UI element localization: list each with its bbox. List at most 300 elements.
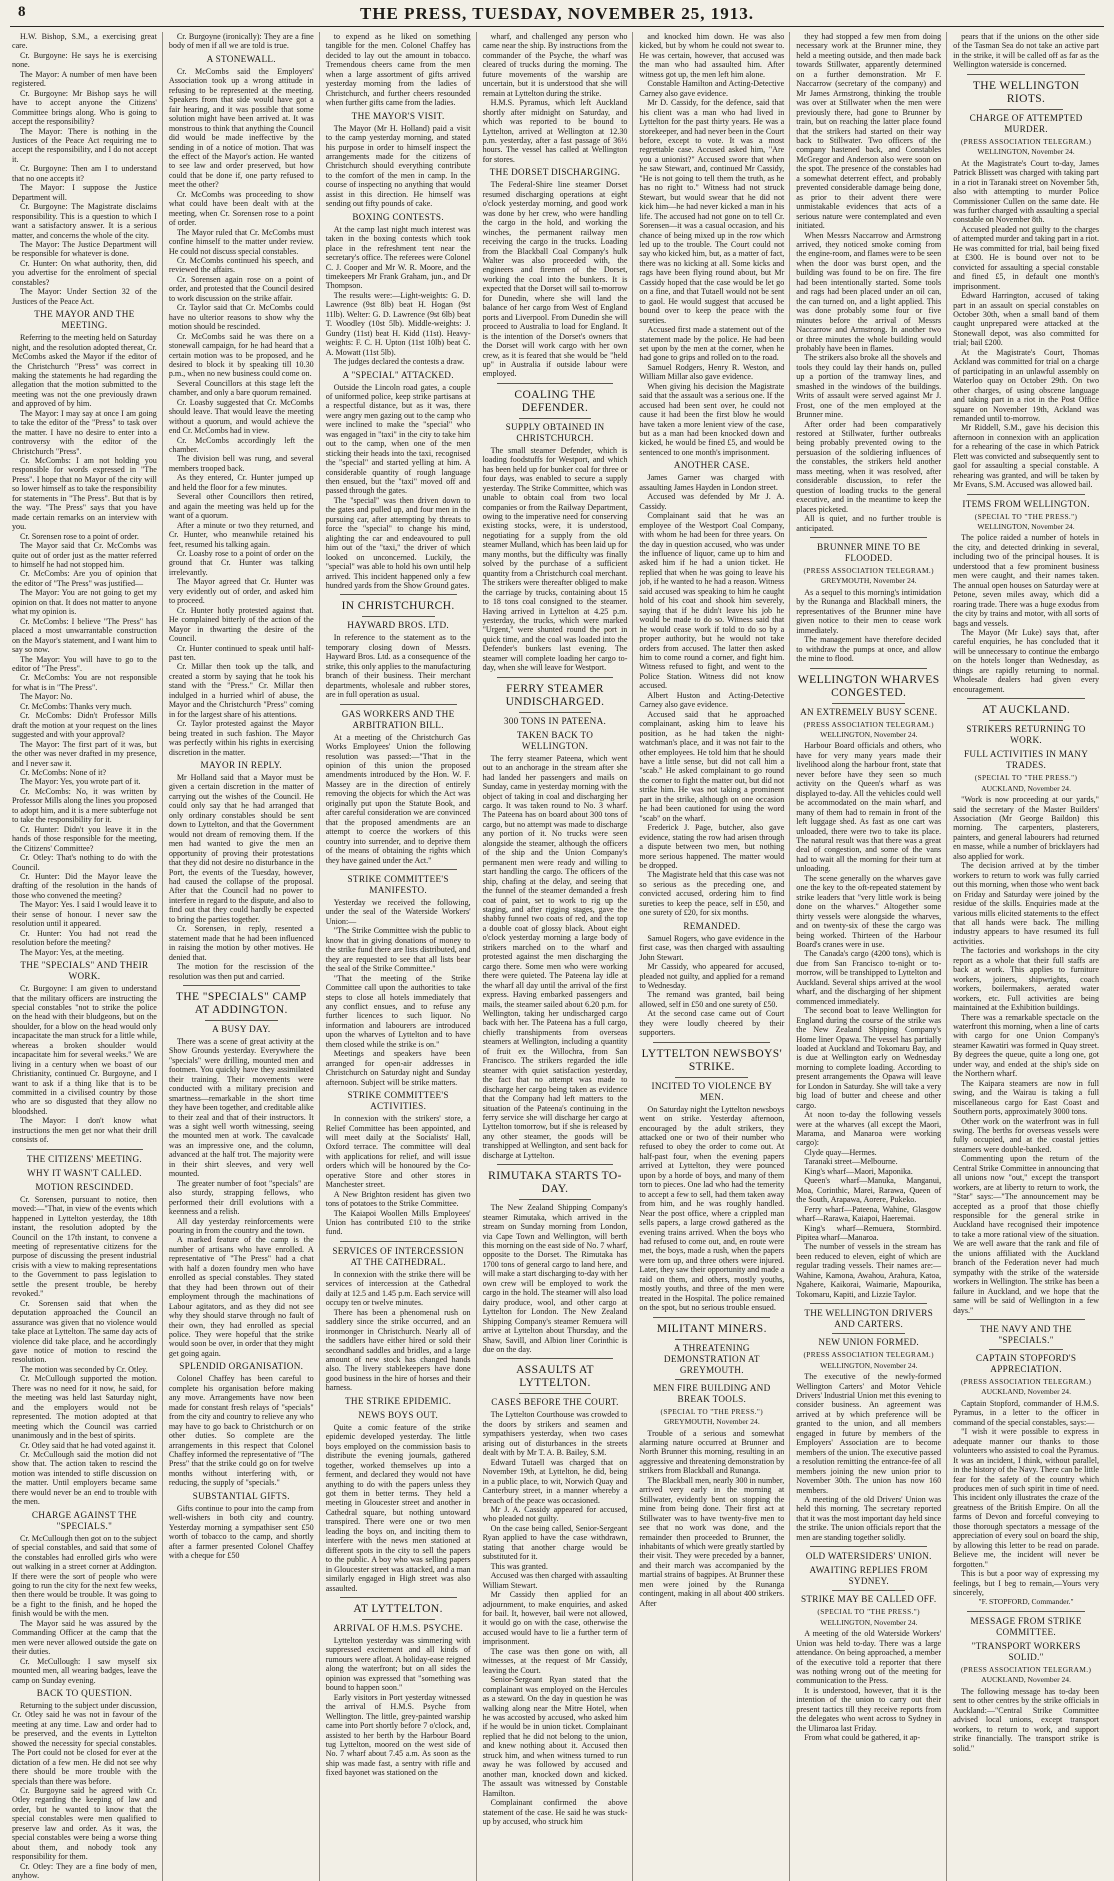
- paragraph: Accused pleaded not guilty to the charges of attempted murder and taking part in a riot. He was committed for trial, bail being fixed at £300. He is bound over not to be convicted for assaulting a special constable and fined £5, in default one month's imprisonment.: [953, 224, 1100, 291]
- column-rule: [653, 1042, 770, 1043]
- subheading: INCITED TO VIOLENCE BY MEN.: [651, 1080, 773, 1102]
- paragraph: Cr. Loasby suggested that Cr. McCombs should leave. That would leave the meeting without a quorum, and would achieve the end Cr. McCombs had in view.: [168, 397, 314, 436]
- paragraph: The Magistrate held that this case was not so serious as the preceding one, and convicted accused, ordering him to find sureties to keep the peace, self in £50, and one surety of £20, for six months.: [639, 870, 785, 918]
- column-rule: [989, 1349, 1063, 1350]
- column-rule: [362, 1619, 435, 1620]
- column-rule: [340, 594, 457, 595]
- subheading: STRIKE COMMITTEE'S MANIFESTO.: [347, 873, 449, 895]
- paragraph: Cr. Hunter hotly protested against that. He complained bitterly of the action of the Mayor in thwarting the desire of the Council.: [168, 605, 314, 644]
- headline: LYTTELTON NEWSBOYS' STRIKE.: [641, 1047, 783, 1073]
- page-number: 8: [18, 4, 26, 20]
- paragraph: The Mayor: Yes. I said I would leave it to their sense of honour. I never saw the resolution until it appeared.: [12, 900, 157, 929]
- paragraph: Returning to the subject under discussion, Cr. Otley said he was not in favour of the meeting at any time. Law and order had to be preserved, and the events in Lyttelton showed the necessity for special constables. The Port could not be closed for ever at the dictation of a few men. He did not see why there should be more trouble with the specials than there was before.: [12, 1700, 157, 1786]
- paragraph: The executive of the newly-formed Wellington Carters' and Motor Vehicle Drivers' Industrial Union met this evening to consider business. An agreement was arrived at by which preference will be granted to the union, and all members engaged in future by members of the Employers' Association are to become members of the union. The executive passed a resolution remitting the entrance-fee of all members joining the new union prior to November 30th. The union has now 160 members.: [796, 1372, 942, 1495]
- paragraph: The Mayor: You are not going to get my opinion on that. It does not matter to anyone what my opinion is.: [12, 588, 157, 617]
- paragraph: The strikers also broke all the shovels and tools they could lay their hands on, pulled up a portion of the tramway lines, and smashed in the windows of the buildings. Writs of assault were served against Mr J. Frost, one of the men employed at the Brunner mine.: [796, 353, 942, 420]
- columns-container: [12, 32, 1104, 1881]
- subheading: MESSAGE FROM STRIKE COMMITTEE.: [970, 1615, 1082, 1637]
- paragraph: King's wharf—Remuera, Stormbird. Pipitea wharf—Manaroa.: [796, 1223, 942, 1243]
- column-rule: [497, 677, 614, 678]
- paragraph: Several Councillors at this stage left the chamber, and only a bare quorum remained.: [168, 378, 314, 398]
- paragraph: Mr J. A. Cassidy appeared for accused, who pleaded not guilty.: [482, 1505, 628, 1524]
- paragraph: to expend as he liked on something tangible for the men. Colonel Chaffey has decided to lay out the amount in tobacco. Tremendous cheers came from the men when a large assortment of gifts arrived yesterday morning from the ladies of Christchurch, and further cheers resounded when further gifts came from the ladies.: [325, 32, 471, 108]
- paragraph: Cr. Hunter: Didn't you leave it in the hands of those responsible for the meeting, the Citizens' Committee?: [12, 824, 157, 853]
- column-rule: [810, 668, 927, 669]
- paragraph: The Mayor (Mr H. Holland) paid a visit to the camp yesterday morning, and stated his purpose in order to himself inspect the arrangements made for the citizens of Christchurch should everything contribute to the comfort of the men in camp. In the course of inspecting no anything that would assist in this direction. He himself was sending out fifty pounds of cake.: [325, 123, 471, 209]
- subheading: THE MAYOR'S VISIT.: [351, 110, 445, 121]
- paragraph: Cr. McCombs said he was there on a stonewall campaign, for he had heard that a certain motion was to be proposed, and he desired to block it by speaking till 10.30 p.m., when no new business could come on.: [168, 331, 314, 379]
- subheading: CHARGE AGAINST THE "SPECIALS.": [31, 1509, 137, 1531]
- column-rule: [967, 74, 1085, 75]
- dateline: WELLINGTON, November 24.: [977, 522, 1075, 532]
- paragraph: Mr Holland said that a Mayor must be given a certain discretion in the matter of carrying out the wishes of the Council. He could only say that he had arranged that only ordinary constables should be sent down to Lyttelton, and that the Government would not dream of removing them. If the men had wanted to give the men an opportunity of proving their protestations that they did not desire no disturbance in the Port, the events of the Tuesday, however, had caused the collapse of the proposal. After that the Council had no power to interfere in regard to the dispute, and also to find out that they could hardly be expected to bring the parties together.: [168, 772, 314, 924]
- paragraph: Cr. Hunter continued to speak until half-past ten.: [168, 643, 314, 662]
- paragraph: Cr. Sorensen said that when the deputation approached the Council an assurance was given that no violence would take place at Lyttelton. The same day acts of violence did take place, and he accordingly gave notice of motion to rescind the resolution.: [12, 1298, 157, 1365]
- paragraph: Gifts continue to pour into the camp from well-wishers in both city and country. Yesterday morning a sympathiser sent £50 worth of tobacco to the camp, and shortly after a farmer presented Colonel Chaffey with a cheque for £50: [168, 1503, 314, 1561]
- paragraph: they had stopped a few men from doing necessary work at the Brunner mine, they held a meeting outside, and then made back towards Stillwater, apparently determined on a further demonstration. Mr F. Naccarrow (secretary of the company) and Mr James Armstrong, thinking the trouble was over at Stillwater when the men were previously there, had gone to Brunner by train, but on reaching the latter place found that the strikers had started on their way back to Stillwater. Two officers of the company hastened back, and Constables McGregor and Anderson also were soon on the spot. The presence of the constables had a somewhat deterrent effect, and probably prevented considerable damage being done, as prior to their advent there were unmistakable evidences that acts of a serious nature were contemplated and even initiated.: [796, 32, 942, 231]
- paragraph: Cr. Otley: They are a fine body of men, anyhow.: [12, 1861, 157, 1881]
- subheading: THE "SPECIALS" AND THEIR WORK.: [20, 960, 149, 982]
- subheading: THE WELLINGTON DRIVERS AND CARTERS.: [804, 1308, 934, 1330]
- column-rule: [989, 109, 1063, 110]
- paragraph: Taranaki street—Melbourne.: [804, 1157, 898, 1167]
- headline: THE WELLINGTON RIOTS.: [972, 79, 1080, 105]
- credit-line: (PRESS ASSOCIATION TELEGRAM.): [803, 1350, 934, 1360]
- subheading: NEWS BOYS OUT.: [358, 1409, 439, 1420]
- column-5: [639, 32, 790, 1881]
- paragraph: At the Magistrate's Court to-day, James Patrick Blissett was charged with taking part in a riot in Taranaki street on November 5th, also with attempting to murder Police Commissioner Cullen on the same date. He was further charged with assaulting a special constable on November 8th.: [953, 158, 1099, 225]
- paragraph: Mr Riddell, S.M., gave his decision this afternoon in connexion with an application for a rehearing of the case in which Patrick Flett was convicted and subsequently sent to gaol for assaulting a special constable. A rehearing was granted, and will be taken by Mr Evans, S.M. Accused was allowed bail.: [953, 423, 1099, 490]
- paragraph: "The Strike Committee wish the public to know that in giving donations of money to the strike fund there are lists distributed, and they are requested to see that all lists bear the seal of the Strike Committee.": [325, 926, 471, 974]
- paragraph: Yesterday we received the following, under the seal of the Waterside Workers' Union:—: [325, 897, 471, 926]
- column-6: [796, 32, 947, 1881]
- paragraph: At noon to-day the following vessels were at the wharves (all except the Maori, Marama, and Manaroa were working cargo):: [796, 1110, 942, 1148]
- paragraph: In connexion with the strikers' store, a Relief Committee has been appointed, and will meet daily at the Socialists' Hall, Oxford terrace. The committee will deal with applications for relief, and will issue orders which will be honoured by the Co-operative Store and other stores in Manchester street.: [325, 1114, 471, 1190]
- paragraph: Cr. Burgoyne: The Magistrate disclaims responsibility. This is a question to which I want a satisfactory answer. It is a serious matter, and concerns the whole of the city.: [12, 202, 157, 240]
- paragraph: The management have therefore decided to withdraw the pumps at once, and allow the mine to flood.: [796, 635, 942, 664]
- paragraph: There was a scene of great activity at the Show Grounds yesterday. Everywhere the "specials" were drilling, mounted men and footmen. You quickly have they assimilated their training. Their movements were conducted with a military precision and smartness—remarkable in the short time they have been together, and creditable alike to their zeal and that of their instructors. It was a sight well worth witnessing, seeing the mounted men at work. The cavalcade was an impressive one, and the column, advanced at the half trot. The majority were in their shirt sleeves, and very well mounted.: [168, 1036, 314, 1179]
- headline: AT AUCKLAND.: [981, 704, 1071, 717]
- paragraph: Mr Cassidy then applied for an adjournment, to make enquiries, and asked for bail. It, however, bail were not allowed, it would go on with the case, otherwise the accused would have to lie a further term of imprisonment.: [482, 1590, 628, 1647]
- paragraph: Cr. McCombs: You are not responsible for what is in "The Press".: [12, 673, 157, 692]
- paragraph: Constable Hamilton and Acting-Detective Carney also gave evidence.: [639, 79, 785, 98]
- paragraph: There has been a phenomenal rush on saddlery since the strike occurred, and an ironmonger in Christchurch. Nearly all of the saddlers have either hired or sold their secondhand saddles and bridles, and a large amount of new stock has changed hands also. The livery stablekeepers have done good business in the hire of horses and their harness.: [325, 1307, 471, 1393]
- column-rule: [967, 1611, 1085, 1612]
- subheading: THE CITIZENS' MEETING.: [26, 1153, 142, 1164]
- paragraph: Cr. McCombs accordingly left the chamber.: [168, 435, 314, 455]
- subheading: BOXING CONTESTS.: [352, 211, 444, 222]
- dateline: AUCKLAND, November 24.: [981, 783, 1071, 793]
- column-rule: [340, 1597, 457, 1598]
- subheading: SUBSTANTIAL GIFTS.: [192, 1490, 290, 1501]
- column-rule: [675, 1339, 748, 1340]
- column-rule: [675, 1379, 748, 1380]
- paragraph: At a meeting of the Christchurch Gas Works Employees' Union the following resolution was passed:—"That in the opinion of this union the proposed amendments introduced by the Hon. W. F. Massey are in the direction of entirely removing the objects for which the Act was originally put upon the Statute Book, and after careful consideration we are convinced that the proposed amendments are an attempt to coerce the workers of this country into surrender, and to deprive them of the means of obtaining the rights which they have gained under the Act.": [325, 732, 471, 865]
- headline: THE "SPECIALS" CAMP AT ADDINGTON.: [175, 990, 307, 1016]
- column-7: [953, 32, 1104, 1881]
- column-rule: [519, 712, 592, 713]
- dateline: "F. STOPFORD, Commander.": [978, 1597, 1074, 1607]
- subheading: "TRANSPORT WORKERS SOLID.": [971, 1640, 1081, 1662]
- subheading: NEW UNION FORMED.: [818, 1337, 920, 1348]
- subheading: CAPTAIN STOPFORD'S APPRECIATION.: [975, 1353, 1077, 1375]
- paragraph: A marked feature of the camp is the number of artisans who have enrolled. A representative of "The Press" had a chat with half a dozen foundry men who have enrolled as special constables. They stated that they had been thrown out of their employment through the machinations of Labour agitators, and as they did not see why they should starve through no fault of their own, they had enrolled as special police. They were hopeful that the strike would soon be over, in order that they might get going again.: [168, 1235, 314, 1358]
- subheading: STRIKE MAY BE CALLED OFF.: [800, 1594, 937, 1605]
- paragraph: Mr Cassidy, who appeared for accused, pleaded not guilty, and applied for a remand to Wednesday.: [639, 962, 785, 990]
- headline: ASSAULTS AT LYTTELTON.: [516, 1364, 594, 1390]
- paragraph: This was granted.: [490, 1561, 548, 1571]
- paragraph: In connexion with the strike there will be services of intercession at the Cathedral daily at 12.5 and 1.45 p.m. Each service will occupy ten or twelve minutes.: [325, 1269, 471, 1308]
- headline: WELLINGTON WHARVES CONGESTED.: [797, 673, 940, 699]
- paragraph: On Saturday night the Lyttelton newsboys went on strike. Yesterday afternoon, encouraged by the adult strikers, they attacked one or two of their number who refused to obey the order to come out. At half-past four, when the evening papers arrived at Lyttelton, they were pounced upon by a horde of boys, and many of them torn to pieces. One lad who had the temerity to accept a few to sell, had them taken away from him, and he was roughly handled. Near the post office, where a crippled man sells papers, a large crowd gathered as the evening trains arrived. When the boys who had refused to come out, and, en route were met, the boys, made a rush, when the papers were torn up, and three others were injured. Later, they saw their opportunity and made a raid on them, and others, mostly youths, mostly youths, and three of the men were treated in the Hospital. The police remained on the spot, but no serious trouble ensued.: [639, 1104, 785, 1313]
- paragraph: The Mayor (Mr Luke) says that, after careful enquiries, he has concluded that it will be unnecessary to continue the embargo on the hotels longer than Wednesday, as things are rapidly returning to normal. Wholesale dealers had given every encouragement.: [953, 628, 1099, 694]
- paragraph: wharf, and challenged any person who came near the ship. By instructions from the commander of the Psyche, the wharf was cleared of trucks during the morning. The future movements of the warship are uncertain, but it is understood that she will remain at Lyttelton during the strike.: [482, 32, 628, 98]
- column-rule: [989, 720, 1063, 721]
- column-rule: [26, 1149, 143, 1150]
- paragraph: The Lyttelton Courthouse was crowded to the doors by strikers and seamen and sympathisers yesterday, when two cases arising out of disturbances in the streets dealt with by Mr T. A. B. Bailey, S.M.: [482, 1410, 628, 1458]
- paragraph: The case was then gone on with, all witnesses, at the request of Mr Cassidy, leaving the Court.: [482, 1646, 628, 1675]
- subheading: OLD WATERSIDERS' UNION.: [805, 1551, 932, 1562]
- paragraph: The division bell was rung, and several members trooped back.: [168, 454, 314, 473]
- paragraph: The Canada's cargo (4200 tons), which is due from San Francisco to-night or to-morrow, will be transhipped to Lyttelton and Auckland. Several ships arrived at the wool wharf, and the discharging of her shipment commenced immediately.: [796, 949, 942, 1006]
- paragraph: The second boat to leave Wellington for England during the course of the strike was the New Zealand Shipping Company's Home liner Opawa. The vessel has partially loaded at Auckland and Tokomaru Bay, and is due at Wellington early on Wednesday morning to complete loading. According to present arrangements the Opawa will leave for London in Saturday. She will take a very big load of butter and cheese and other cargo.: [796, 1006, 942, 1110]
- subheading: REMANDED.: [683, 920, 741, 931]
- paragraph: The Mayor: I suppose the Justice Department will.: [12, 183, 157, 202]
- paragraph: The Blackball men, nearly 300 in number, arrived very early in the morning at Stillwater, evidently bent on stopping the mine from being done. Their first act at Stillwater was to have twenty-five men to see that no work was done, and the remainder then proceeded to Brunner, the inhabitants of which were greatly startled by their visit. They were preceded by a banner, and their march was accompanied by the martial strains of bagpipes. At Brunner these men were joined by the Runanga contingent, making in all about 400 strikers. After: [639, 1475, 785, 1608]
- subheading: CASES BEFORE THE COURT.: [491, 1397, 619, 1408]
- paragraph: The following message has to-day been sent to other centres by the strike officials in Auckland:—"Central Strike Committee advised local unions, except transport workers, to return to work, and support strike financially. The transport strike is solid.": [953, 1686, 1099, 1753]
- paragraph: Senior-Sergeant Ryan stated that the complainant was employed on the Hercules as a steward. On the day in question he was walking along near the Mitre Hotel, when he was accosted by accused, who asked him if he would be in union ticket. Complainant replied that he did not belong to the union, and knew nothing about it. Accused then struck him, and when witness turned to run away he was followed by accused and another man, knocked down and kicked. The assault was witnessed by Constable Hamilton.: [482, 1675, 628, 1798]
- paragraph: Complainant said that he was an employee of the Westport Coal Company, with whom he had been for three years. On the day in question accused, who was under the influence of liquor, came up to him and asked him if he had a union ticket. He replied that when he was going to leave his job, if he wanted to he had a reason. Witness said accused was speaking to him he caught hold of his coat and shook him severely, saying that if he didn't leave his job he would be made to do so. Witness said that he would cease work if told to do so by a proper authority, but he would not take orders from accused. The latter then asked him to come round a corner, and fight him. Witness refused to fight, and went to the Police Station. Witness did not know accused.: [639, 511, 785, 691]
- paragraph: The Mayor: I may say at once I am going to take the editor of the "Press" to task over the matter. I have no desire to enter into a controversy with the editor of the Christchurch "Press".: [12, 408, 157, 456]
- paragraph: Edward Harrington, accused of taking part in an assault on special constables on October 30th, when a small band of them caught unprepared were attacked at the Stonewall depot, was also committed for trial; bail £200.: [953, 291, 1099, 348]
- column-rule: [362, 616, 435, 617]
- paragraph: The Mayor: The first part of it was, but the other was never drafted in my presence, and I never saw it.: [12, 739, 157, 768]
- column-rule: [967, 698, 1085, 699]
- paragraph: H.W. Bishop, S.M., a exercising great care.: [12, 32, 157, 51]
- paragraph: Quite a comic feature of the strike epidemic developed yesterday. The little boys employed on the commission basis to distribute the evening journals, gathered together, worked themselves up into a ferment, and declared they would not have anything to do with the papers unless they got them in better terms. They held a meeting in Gloucester street and another in Cathedral square, but nothing untoward transpired. There were one or two men leading the boys on, and inciting them to interfere with the news men stationed at different spots in the city to sell the papers to the public. A boy who was selling papers in Gloucester street was attacked, and a man similarly engaged in High street was also assaulted.: [325, 1422, 471, 1593]
- paragraph: The Mayor said that Cr. McCombs was quite out of order just as the matter referred to himself he had not stopped him.: [12, 541, 157, 570]
- paragraph: A New Brighton resident has given two tons of potatoes to the Strike Committee.: [325, 1189, 471, 1209]
- paragraph: Samuel Rogers, who gave evidence in the first case, was then charged with assaulting John Stewart.: [639, 933, 785, 962]
- paragraph: "That the meeting of the Strike Committee call upon the authorities to take steps to close all hotels immediately that any conflict ensues, and to refuse any further licences to such liquor. No information and labourers are introduced upon the wharves of Lyttelton and to have them closed while the strike is on.": [325, 973, 471, 1049]
- column-rule: [340, 869, 457, 870]
- paragraph: Ferry wharf—Pateena, Wahine, Glasgow wharf—Rarawa, Kaiapoi, Haeremai.: [796, 1204, 942, 1224]
- masthead-title: THE PRESS, TUESDAY, NOVEMBER 25, 1913.: [360, 4, 754, 23]
- subheading: CHARGE OF ATTEMPTED MURDER.: [969, 112, 1083, 134]
- paragraph: Cr. McCombs continued his speech, and reviewed the affairs.: [168, 255, 314, 275]
- paragraph: Cr. Hunter: On what authority, then, did you advertise for the enrolment of special constables?: [12, 258, 157, 287]
- paragraph: The Mayor: A number of men have been registered.: [12, 69, 157, 89]
- paragraph: Edward Tutaell was charged that on November 19th, at Lyttelton, he did, being in a public place, to wit, Norwich Quay and Canterbury street, in a manner whereby a breach of the peace was occasioned.: [482, 1457, 628, 1505]
- paragraph: Early visitors in Port yesterday witnessed the arrival of H.M.S. Psyche from Wellington. The little, grey-painted warship came into Port shortly before 7 o'clock, and, assisted to her berth by the Harbour Board tug Lyttelton, moored on the west side of No. 7 wharf about 7.45 a.m. As soon as the ship was made fast, a sentry with rifle and fixed bayonet was stationed on the: [325, 1692, 471, 1778]
- paragraph: Cr. Taylor protested against the Mayor being treated in such fashion. The Mayor was perfectly within his rights in exercising discretion in the matter.: [168, 719, 314, 757]
- credit-line: (PRESS ASSOCIATION TELEGRAM.): [960, 136, 1092, 146]
- subheading: SERVICES OF INTERCESSION AT THE CATHEDRAL.: [332, 1245, 464, 1267]
- paragraph: Accused first made a statement out of the statement made by the police. He had been set upon by the men at the corner, when he had gone to grips and rolled on to the road.: [639, 325, 785, 363]
- headline: MILITANT MINERS.: [656, 1322, 767, 1335]
- subheading: MEN FIRE BUILDING AND BREAK TOOLS.: [653, 1382, 771, 1404]
- paragraph: In reference to the statement as to the temporary closing down of Messrs. Hayward Bros. Ltd. as a consequence of the strike, this only applies to the manufacturing branch of their business. Their merchant departments, wholesale and rubber stores, are in full operation as usual.: [325, 633, 471, 700]
- paragraph: Cr. McCombs: I am not holding you responsible for words expressed in "The Press". I hope that no Mayor of the city will so lower himself as to take the responsibility for statements in "The Press". But that is by the way. "The Press" says that you have made certain remarks on an interview with you.: [12, 456, 157, 532]
- paragraph: The Mayor: No.: [20, 692, 73, 702]
- paragraph: At the Magistrate's Court, Thomas Ackland was committed for trial on a charge of participating in an unlawful assembly on Waterloo quay on October 29th. On two other charges, of using obscene language and taking part in a riot in the Post Office square on November 19th, Ackland was remanded until to-morrow.: [953, 347, 1099, 423]
- subheading: THE DORSET DISCHARGING.: [489, 167, 621, 178]
- credit-line: (PRESS ASSOCIATION TELEGRAM.): [803, 566, 934, 576]
- paragraph: Cr. McCombs: I believe "The Press" has placed a most unwarrantable construction on the Mayor's statement, and I want him to say so now.: [12, 616, 157, 655]
- paragraph: The Mayor ruled that Cr. McCombs must confine himself to the matter under review. He could not discuss special constables.: [168, 227, 314, 256]
- paragraph: Cr. Burgoyne: Then am I to understand that no one accepts it?: [12, 164, 157, 183]
- dateline: GREYMOUTH, November 24.: [820, 576, 917, 586]
- column-rule: [832, 1590, 905, 1591]
- paragraph: The Mayor said he was assured by the Commanding Officer at the camp that the men were never allowed outside the gate on their duties.: [12, 1618, 157, 1657]
- column-rule: [832, 703, 905, 704]
- paragraph: Cr. McCullough: I saw myself six mounted men, all wearing badges, leave the camp on Sunday evening.: [12, 1656, 157, 1685]
- paragraph: The small steamer Defender, which is loading foodstuffs for Westport, and which has been held up for bunker coal for three or four days, was enabled to secure a supply yesterday. The Strike Committee, which was unable to obtain coal from two local companies or from the Railway Department, owing to the imperative need for conserving existing stocks, were, it is understood, negotiating for a supply from the old steamer Mulland, which has been laid up for many months, but the difficulty was finally solved by the purchase of a sufficient quantity from a Christchurch coal merchant. The strikers were thereafter obliged to make the carriage by trucks, containing about 15 to 18 tons coal consigned to the steamer. Having arrived in Lyttelton at 4.25 p.m. yesterday, the trucks, which were marked "Urgent," were shunted round the port in quick time, and the coal was loaded into the Defender's bunkers last evening. The steamer will complete loading her cargo to-day, when she will leave for Westport.: [482, 445, 628, 673]
- paragraph: From what could be gathered, it ap-: [804, 1733, 921, 1743]
- column-4: [483, 32, 634, 1881]
- paragraph: Cr. Otley: That's nothing to do with the Council.: [12, 853, 157, 872]
- paragraph: Cr. Taylor said that Cr. McCombs could have no ulterior reasons to show why the motion should be rescinded.: [168, 303, 314, 332]
- credit-line: (PRESS ASSOCIATION TELEGRAM.): [960, 1664, 1092, 1674]
- headline: COALING THE DEFENDER.: [514, 388, 596, 414]
- paragraph: Lyttelton yesterday was simmering with suppressed excitement and all kinds of rumours were afloat. A holiday-ease reigned along the waterfront; but on all sides the opinion was expressed that "something was bound to happen soon.": [325, 1635, 471, 1693]
- paragraph: At the second case came out of Court they were loudly cheered by their supporters.: [639, 1009, 785, 1038]
- subheading: STRIKERS RETURNING TO WORK.: [966, 724, 1086, 746]
- column-rule: [340, 704, 457, 705]
- paragraph: Clyde quay—Hermes.: [804, 1147, 877, 1157]
- paragraph: The "special" was then driven down to the gates and pulled up, and four men in the pursuing car, after attempting by threats to force the "special" to change his mind, alighting the car and endeavoured to pull him out of the "taxi," the driver of which looked on unconcerned. Luckily, the "special" was able to hold his own until help arrived. This incident happened only a few hundred yards from the Show Ground gates.: [325, 495, 471, 591]
- paragraph: Cr. McCullough then got on to the subject of special constables, and said that some of the constables had enrolled girls who were out walking in a street corner at Addington. If there were the sort of people who were going to run the city for the next few weeks, then there would be trouble. It was going to be a fight to the finish, and he hoped the finish would be with the men.: [12, 1533, 157, 1619]
- paragraph: Colonel Chaffey has been careful to complete his organisation before making any move. Arrangements have now been made for constant fresh relays of "specials" from the city and country to relieve any who may have to go back to Christchurch or on other duties. So complete are the arrangements in this respect that Colonel Chaffey informed the representative of "The Press" that the strike could go on for twelve months without interfering with, or reducing, the supply of "specials.": [168, 1374, 314, 1488]
- paragraph: After order had been comparatively restored at Stillwater, further outbreaks being probably prevented owing to the persuasion of the soldiering influences of the constables, the strikers held another mass meeting, when it was resolved, after considerable discussion, to refer the question of loading trucks to the general executive, and in the meantime to keep the places picketed.: [796, 419, 942, 514]
- subheading: FULL ACTIVITIES IN MANY TRADES.: [963, 749, 1089, 771]
- paragraph: Cr. McCombs was proceeding to show what could have been dealt with at the meeting, when Cr. Sorensen rose to a point of order.: [168, 189, 314, 228]
- paragraph: Cr. Sorensen rose to a point of order.: [20, 531, 139, 541]
- column-rule: [832, 1333, 905, 1334]
- paragraph: Accused was then charged with assaulting William Stewart.: [482, 1571, 628, 1590]
- column-3: [326, 32, 477, 1881]
- paragraph: The scene generally on the wharves gave one the key to the oft-repeated statement by strike leaders that "very little work is being done on the wharves." Altogether some thirty vessels were alongside the wharves, and on twenty-six of these the cargo was being worked. Thirteen of the Harbour Board's cranes were in use.: [796, 873, 942, 949]
- paragraph: A meeting of the old Drivers' Union was held this morning. The secretary reported that it was the most important day held since the strike. The union officials report that the men are standing together solidly.: [796, 1494, 942, 1542]
- subheading: BACK TO QUESTION.: [36, 1687, 133, 1698]
- subheading: SUPPLY OBTAINED IN CHRISTCHURCH.: [505, 421, 605, 443]
- paragraph: Cr. Millar then took up the talk, and created a storm by saying that he took his stand with the "Press." Cr. Millar then indulged in a hurried whirl of abuse, the Mayor and the Christchurch "Press" coming in for the largest share of his attentions.: [168, 662, 314, 719]
- paragraph: Several other Councillors then retired, and again the meeting was held up for the want of a quorum.: [168, 492, 314, 521]
- column-rule: [519, 1199, 592, 1200]
- paragraph: H.M.S. Pyramus, which left Auckland shortly after midnight on Saturday, and which was reported to be bound to Lyttelton, arrived at Wellington at 12.30 p.m. yesterday, after a fast passage of 36½ hours. The vessel has called at Wellington for stores.: [482, 98, 628, 164]
- paragraph: Cr. McCullough supported the motion. There was no need for it now, he said, for the meeting was held last Saturday night, and the employers would not be represented. The motion adopted at that meeting which the Council was carried unanimously and in the best of spirits.: [12, 1374, 157, 1441]
- subheading: MAYOR IN REPLY.: [200, 759, 282, 770]
- paragraph: Other work on the waterfront was in full swing. The berths for overseas vessels were fully occupied, and at the coastal jetties steamers were double-banked.: [953, 1116, 1099, 1154]
- paragraph: A meeting of the old Waterside Workers' Union was held to-day. There was a large attendance. On being approached, a member of the executive told a reporter that there was nothing wrong out of the meeting for communication to the Press.: [796, 1629, 942, 1686]
- dateline: WELLINGTON, November 24.: [820, 1617, 918, 1627]
- paragraph: The motion was seconded by Cr. Otley.: [20, 1364, 148, 1374]
- column-2: [169, 32, 320, 1881]
- paragraph: The Mayor: I don't know what instructions the men get nor what their drill consists of.: [12, 1116, 157, 1145]
- headline: FERRY STEAMER UNDISCHARGED.: [505, 682, 605, 708]
- paragraph: The Federal-Shire line steamer Dorset resumed discharging operations at eight o'clock yesterday morning, and good work was done by her crew, who were handling the cargo in the hold, and working the winches, the permanent railway men receiving the cargo in the trucks. Loading from the Blackball Coal Company's hulk Walter was also proceeded with, the engineers and firemen of the Dorset, working the coal into the bunkers. It is expected that the Dorset will sail to-morrow for Dunedin, where she will land the balance of her cargo from West of England ports and Liverpool. From Dunedin she will proceed to Australia to load for England. It is the intention of the Dorset's owners that the Dorset will work cargo with her own crew, as it is feared that she would be "held up" in Australia if outside labour were employed.: [482, 180, 628, 379]
- column-rule: [967, 494, 1085, 495]
- paragraph: Cr. McCombs: Are you of opinion that the editor of "The Press" was justified—: [12, 569, 157, 588]
- credit-line: (PRESS ASSOCIATION TELEGRAM.): [960, 1377, 1092, 1387]
- paragraph: The Mayor: Under Section 32 of the Justices of the Peace Act.: [12, 287, 157, 306]
- subheading: ARRIVAL OF H.M.S. PSYCHE.: [333, 1622, 464, 1633]
- subheading: BRUNNER MINE TO BE FLOODED.: [817, 542, 921, 564]
- dateline: WELLINGTON, November 24.: [820, 730, 918, 739]
- paragraph: Cr. McCombs: Didn't Professor Mills draft the motion at your request on the lines suggested and with your approval?: [12, 711, 157, 740]
- paragraph: Cr. McCombs: No, it was written by Professor Mills along the lines you proposed to adopt him, and it is a mere subterfuge not to take the responsibility for it.: [12, 786, 157, 825]
- paragraph: Cr. Burgoyne: He says he is exercising none.: [12, 50, 157, 70]
- subheading: STRIKE COMMITTEE'S ACTIVITIES.: [347, 1090, 449, 1112]
- paragraph: "Work is now proceeding at our yards," said the secretary of the Master Builders' Association (Mr George Baildon) this morning. The carpenters, plasterers, painters, and general labourers had returned en masse, while a number of bricklayers had also applied for work.: [953, 795, 1099, 861]
- paragraph: This is but a poor way of expressing my feelings, but I beg to remain,—Yours very sincerely,: [953, 1569, 1099, 1597]
- subheading: 300 TONS IN PATEENA.: [503, 715, 607, 726]
- paragraph: Cr. Burgoyne: Mr Bishop says he will have to accept anyone the Citizens' Committee brings along. Who is going to accept the responsibility?: [12, 88, 157, 127]
- subheading: AN EXTREMELY BUSY SCENE.: [800, 706, 938, 717]
- paragraph: The factories and workshops in the city report as a whole that their full staffs are back at work. This applies to furniture workers, joiners, shipwrights, coach workers, boilermakers, aerated water workers, etc. Full activities are being maintained at the Exhibition buildings.: [953, 946, 1099, 1013]
- paragraph: "I wish it were possible to express in adequate manner our thanks to those volunteers who assisted to coal the Pyramus. It was an incident, I think, without parallel, in the history of the Navy. There can be little fear for the safety of the country which produces men of such spirit in time of need. This incident only illustrates the craze of the greatness of the British Empire. On all the farms of Devon and forceful conveying to those thorough spectators a message of the appreciation of every soul on board the ship, by allowing this letter to be read on parade. Believe me, the incident will never be forgotten.": [953, 1427, 1099, 1569]
- dateline: AUCKLAND, November 24.: [981, 1387, 1071, 1397]
- paragraph: The number of vessels in the stream has been reduced to eleven, eight of which are regular trading vessels. Their names are:—Wahine, Kamona, Awahou, Arahura, Katoa, Ngahere, Kaikorai, Waimarie, Mapourika, Tokomaru, Kapiti, and Lizzie Taylor.: [796, 1242, 942, 1299]
- paragraph: At the camp last night much interest was taken in the boxing contests which took place in the refreshment tent near the secretary's office. The referees were Colonel C. J. Cooper and Mr W. R. Moore, and the timekeepers Mr Frank Graham, jun., and Dr Thompson.: [325, 224, 471, 291]
- subheading: THE NAVY AND THE "SPECIALS.": [980, 1324, 1072, 1346]
- paragraph: Trouble of a serious and somewhat alarming nature occurred at Brunner and North Brunner this morning, resulting in an aggressive and threatening demonstration by strikers from Blackball and Runanga.: [639, 1428, 785, 1476]
- paragraph: King's wharf—Maori, Maponika.: [804, 1166, 913, 1176]
- paragraph: The Kaipara steamers are now in full swing, and the Wairau is taking a full miscellaneous cargo for East Coast and Southern ports, approximately 3000 tons.: [953, 1078, 1099, 1117]
- subheading: AWAITING REPLIES FROM SYDNEY.: [809, 1565, 928, 1587]
- dateline: WELLINGTON, November 24.: [820, 1360, 918, 1370]
- subheading: A STONEWALL.: [206, 53, 276, 64]
- paragraph: Cr. Hunter: You had not read the resolution before the meeting?: [12, 928, 157, 948]
- paragraph: After a minute or two they returned, and Cr. Hunter, who meanwhile retained his feet, resumed his talking again.: [168, 520, 314, 549]
- credit-line: (SPECIAL TO "THE PRESS."): [660, 1406, 764, 1416]
- column-rule: [675, 1077, 748, 1078]
- paragraph: Cr. Loasby rose to a point of order on the ground that Cr. Hunter was talking irrelevantly.: [168, 549, 314, 577]
- credit-line: (SPECIAL TO "THE PRESS."): [974, 511, 1078, 521]
- subheading: ANOTHER CASE.: [673, 460, 750, 471]
- paragraph: The results were:—Light-weights: G. D. Lawrence (9st 8lb) beat H. Hogan (9st 11lb). Welter: G. D. Lawrence (9st 6lb) beat T. Woodley (10st 5lb). Middle-weights: J. Gundry (11st) beat H. Kidd (11st). Heavy-weights: F. C. H. Upton (11st 10lb) beat C. A. Mowatt (11st 5lb).: [325, 290, 471, 357]
- paragraph: Cr. McCombs said the Employers' Association took up a wrong attitude in refusing to be represented at the meeting. Speakers from that side would have got a fair hearing, and it was possible that some solution might have been arrived at. It was monstrous to think that anything the Council did would be made ineffective by the sending in of a notice of motion. That was the effect of the Mayor's action. He wanted to see law and order preserved, but how could that be done if, one party refused to meet the other?: [168, 66, 314, 190]
- paragraph: James Garner was charged with assaulting James Hayden in London street.: [639, 473, 785, 492]
- column-rule: [810, 1303, 927, 1304]
- paragraph: Cr. McCombs: Thanks very much.: [20, 701, 132, 711]
- subheading: ITEMS FROM WELLINGTON.: [962, 498, 1090, 509]
- paragraph: Cr. McCullough said the motion did not show that. The action taken to rescind the motion was intended to stifle discussion on the matter. Until employers became same there would never be an end to trouble with the men.: [12, 1449, 157, 1507]
- column-1: [12, 32, 163, 1881]
- paragraph: Complainant confirmed the above statement of the case. He said he was stuck-up by accused, who struck him: [482, 1798, 628, 1826]
- paragraph: Cr. Sorensen, in reply, resented a statement made that he had been influenced in raising the motion by other motives. He denied that.: [168, 924, 314, 962]
- column-rule: [205, 1020, 278, 1021]
- paragraph: When Messrs Naccarrow and Armstrong arrived, they noticed smoke coming from the engine-room, and flames were to be seen when the door was burst open, and the building was found to be on fire. The fire had been intentionally started. Some tools and rags had been placed under an oil can, the can turned on, and a light applied. This was done probably some four or five minutes before the arrival of Messrs Naccarrow and Armstrong. In another two or three minutes the whole building would probably have been in flames.: [796, 230, 942, 353]
- paragraph: The motion for the rescission of the resolution was then put and carried.: [168, 962, 314, 981]
- subheading: GAS WORKERS AND THE ARBITRATION BILL.: [341, 708, 455, 730]
- paragraph: Accused said that he approached complainant, asking him to leave his position, as he had taken the night-watchman's place, and it was not fair to the other employees. He told him that he should have a little sense, but did not call him a "scab." He asked complainant to go round the corner to fight the matter out, but did not strike him. He was not taking a prominent part in the strike, although on one occasion he had been cautioned for using the word "scab" on the wharf.: [639, 709, 785, 823]
- paragraph: Captain Stopford, commander of H.M.S. Pyramus, in a letter to the officer in command of the special constables, says:—: [953, 1398, 1099, 1427]
- paragraph: Cr. McCombs: None of it?: [20, 767, 107, 777]
- paragraph: There was a remarkable spectacle on the waterfront this morning, when a line of carts with cargo for one Union Company's steamer Kawatiri was formed in Quay street. By degrees the queue, quite a long one, got under way, and ended at the ship's side on the Northern wharf.: [953, 1012, 1099, 1079]
- paragraph: The New Zealand Shipping Company's steamer Rimutaka, which arrived in the stream on Sunday morning from London, via Cape Town and Wellington, will berth this morning on the east side of No. 7 wharf, opposite to the Dorset. The Rimutaka has 1700 tons of general cargo to land here, and will make a start discharging to-day with her own crew will be employed to work the cargo in the hold. The steamer will also load dairy produce, wool, and other cargo at Lyttelton for London. The New Zealand Shipping Company's steamer Remuera will arrive at Lyttelton about Thursday, and the Shaw, Savill, and Albion liner Corinthic is due on the day.: [482, 1203, 628, 1355]
- column-rule: [497, 383, 614, 384]
- headline: IN CHRISTCHURCH.: [341, 600, 455, 613]
- paragraph: Accused was defended by Mr J. A. Cassidy.: [639, 492, 785, 511]
- paragraph: As a sequel to this morning's intimidation by the Runanga and Blackball miners, the representatives of the Brunner mine have given notice to their men to cease work immediately.: [796, 587, 942, 635]
- column-rule: [967, 1319, 1085, 1320]
- paragraph: Cr. Sorensen, pursuant to notice, then moved:—"That, in view of the events which happened in Lyttelton yesterday, the 18th instant, the resolution adopted by the Council on the 17th instant, to convene a meeting of representative citizens for the purpose of discussing the present industrial crisis with a view to making representations to the Government to pass legislation to settle the present trouble, be hereby revoked.": [12, 1194, 157, 1299]
- paragraph: Outside the Lincoln road gates, a couple of uniformed police, keep strike partisans at a respectful distance, but as it was, there were angry men gazing out to the camp who were inclined to make the "special" who was engaged in "taxi" in the city to take him out to the camp, when one of the men sticking their heads into the taxi, recognised the "special" and started yelling at him. A considerable quantity of rough language then ensued, but the "taxi" moved off and passed through the gates.: [325, 382, 471, 496]
- subheading: TAKEN BACK TO WELLINGTON.: [516, 729, 594, 751]
- paragraph: and knocked him down. He was also kicked, but by whom he could not swear to. He was certain, however, that accused was the man who had assaulted him. After witness got up, the men left him alone.: [639, 32, 785, 79]
- paragraph: The police raided a number of hotels in the city, and detected drinking in several, including two of the principal houses. It is understood that a few prominent business men were caught, and their names taken. The annual open houses on Saturday were at Petone, seven miles away, which did a roaring trade. There was a huge exodus from the city by trains and motor, with all sorts of bags and vessels.: [953, 533, 1099, 628]
- paragraph: All day yesterday reinforcements were pouring in from the country and the town.: [168, 1216, 314, 1236]
- column-rule: [497, 1164, 614, 1165]
- paragraph: The Kaiapoi Woollen Mills Employees' Union has contributed £10 to the strike fund.: [325, 1208, 471, 1237]
- credit-line: (PRESS ASSOCIATION TELEGRAM.): [803, 719, 934, 729]
- paragraph: Cr. Burgoyne (ironically): They are a fine body of men if all we are told is true.: [168, 32, 314, 51]
- paragraph: Queen's wharf—Manuka, Manganui, Moa, Corinthic, Marei, Rarawa, Queen of the South, Arapawa, Aorere, Pukeko.: [796, 1176, 942, 1205]
- paragraph: When giving his decision the Magistrate said that the assault was a serious one. If the accused had been sent over, he could not cause it had been the first blow he would have taken a more lenient view of the case, but as a man had been knocked down and kicked, he would be fined £5, and would be sentenced to one month's imprisonment.: [639, 381, 785, 457]
- paragraph: The Mayor agreed that Cr. Hunter was very evidently out of order, and asked him to proceed.: [168, 577, 314, 606]
- paragraph: Commenting upon the return of the Central Strike Committee in announcing that all unions now "out," except the transport workers, are at liberty to return to work, the "Star" says:—"The announcement may be accepted as a proof that those chiefly responsible for the general strike in Auckland have recognised their impotence to take a more rational view of the situation. We are well aware that the rank and file of the unions affiliated with the Auckland branch of the Federation never had much sympathy with the strike of the waterside workers in Wellington. The strike has been a failure in Auckland, and we hope that the same will be said of Wellington in a few days.": [953, 1154, 1099, 1315]
- paragraph: On the case being called, Senior-Sergeant Ryan applied to have the case withdrawn, stating that another charge would be substituted for it.: [482, 1523, 628, 1562]
- credit-line: (SPECIAL TO "THE PRESS."): [817, 1607, 920, 1617]
- paragraph: The Mayor: The Justice Department will be responsible for whatever is done.: [12, 239, 157, 259]
- paragraph: Cr. Otley said that he had voted against it.: [20, 1440, 156, 1450]
- column-rule: [497, 1358, 614, 1359]
- subheading: THE STRIKE EPIDEMIC.: [344, 1395, 452, 1406]
- paragraph: Mr D. Cassidy, for the defence, said that his client was a man who had lived in Lyttelton for the past thirty years. He was a storekeeper, and had never been in the Court before, except to vote. It was a most regrettable case. Accused asked him, "Are you a unionist?" Accused swore that when he saw Stewart, and, continued Mr Cassidy, "He is not going to tell them the truth, as he has no right to." Witness had not struck Stewart, but would swear that he did not kick him—he had never kicked a man in his life. The accused had not gone on to tell Cr. Sorensen—it was a casual occasion, and his chance of being mixed up in the row which led up to the trouble. The Court could not say who kicked him, but, as a matter of fact, there was no kicking at all. Some kicks and rags have been flying round about, but Mr Cassidy hoped that the case would be let go on a fine, and that Tutaell would not be sent to gaol. He would suggest that accused be bound over to keep the peace with the sureties.: [639, 98, 785, 325]
- subheading: A "SPECIAL" ATTACKED.: [342, 369, 454, 380]
- paragraph: Cr. Sorensen again rose on a point of order, and protested that the Council desired to work discussion on the strike affair.: [168, 274, 314, 303]
- paragraph: pears that if the unions on the other side of the Tasman Sea do not take an active part in the strike, it will be called off as far as the Wellington waterside is concerned.: [953, 32, 1099, 70]
- column-rule: [810, 537, 927, 538]
- subheading: WHY IT WASN'T CALLED.: [27, 1167, 142, 1178]
- paragraph: The decision arrived at by the timber workers to return to work was fully carried out this morning, when those who went back on Friday and Saturday were joined by the residue of the skills. Enquiries made at the various mills elicited statements to the effect that all hands were back. The milling industry appears to have resumed its full activities.: [953, 861, 1099, 946]
- headline: RIMUTAKA STARTS TO-DAY.: [488, 1170, 622, 1196]
- subheading: THE MAYOR AND THE MEETING.: [34, 309, 135, 331]
- paragraph: Cr. Burgoyne: I am given to understand that the military officers are instructing the special constables "not to strike the police on the head with their bludgeons, but on the shoulder, for a blow on the head would only incapacitate the man struck for a little while, whereas a broken shoulder would incapacitate him for several weeks." We are living in a century when we boast of our Christianity, continued Cr. Burgoyne, and I want to ask if a thing like that is to be committed in a civilised country by those who are so disgusted that they allow no bloodshed.: [12, 984, 157, 1116]
- paragraph: As they entered, Cr. Hunter jumped up and held the floor for a few minutes.: [168, 473, 314, 492]
- column-rule: [519, 1393, 592, 1394]
- paragraph: The Mayor: Yes, you wrote part of it.: [20, 777, 141, 787]
- paragraph: Meetings and speakers have been arranged for open-air addresses in Christchurch on Saturday night and Sunday afternoon. Subject will be strike matters.: [325, 1049, 471, 1087]
- paragraph: It is understood, however, that it is the intention of the union to carry out their present tactics till they receive reports from the delegates who went across to Sydney in the Ulimaroa last Friday.: [796, 1685, 942, 1733]
- paragraph: Albert Huston and Acting-Detective Carney also gave evidence.: [639, 690, 785, 710]
- column-rule: [519, 418, 592, 419]
- paragraph: The ferry steamer Pateena, which went out to an anchorage in the stream after she had landed her passengers and mails on Sunday, came in yesterday morning with the object of taking in coal and discharging her cargo. It was taken round to No. 3 wharf. The Pateena has on board about 300 tons of cargo, but no attempt was made to discharge any portion of it. No trucks were seen alongside the steamer, although the officers of the ship and the Union Company's permanent men were ready and willing to start handling the cargo. The officers of the ship, chafing at the delay, and seeing that the funnel of the steamer demanded a fresh coat of paint, set to work to rig up the staging, and after rigging stages, gave the shabby funnel two coats of red, and the top a double coat of glossy black. About eight o'clock yesterday morning a large body of strikers marched on to the wharf and protested against the men discharging the cargo there. Some men who were working there were quieted. The Pateena lay idle at the wharf all day until the arrival of the first express. Having embarked passengers and mails, the steamer sailed about 6.20 p.m. for Wellington, taking her undischarged cargo back with her. The Pateena has a full cargo, chiefly transhipments from overseas steamers at Wellington, including a quantity of fruit ex the Willochra, from San Francisco. The strikers regarded the idle steamer with quiet satisfaction yesterday, the fact that no attempt was made to discharge her cargo being taken as evidence that the Company had left matters to the situation of the Pateena's continuing in the ferry service she will discharge her cargo at Lyttelton tomorrow, but if she is released by any other steamer, the goods will be transhipped at Wellington, and sent back for discharge at Lyttelton.: [482, 753, 628, 1160]
- paragraph: The Mayor: You will have to go to the editor of "The Press".: [12, 654, 157, 673]
- paragraph: Cr. Burgoyne said he agreed with Cr. Otley regarding the keeping of law and order, but he wanted to know that the special constables were men qualified to preserve law and order. As it was, the special constables were being a worse thing about them, and nobody took any responsibility for them.: [12, 1786, 157, 1862]
- subheading: A BUSY DAY.: [212, 1023, 271, 1034]
- paragraph: The Mayor: Yes, at the meeting.: [20, 947, 124, 957]
- paragraph: The Mayor: There is nothing in the Justices of the Peace Act requiring me to accept the responsibility, and I do not accept it.: [12, 126, 157, 164]
- paragraph: Referring to the meeting held on Saturday night, and the resolution adopted thereat, Cr. McCombs asked the Mayor if the editor of the Christchurch "Press" was correct in making the statements he had regarding the allegation that the motion submitted to the meeting was not the one previously drawn and approved of by him.: [12, 333, 157, 409]
- dateline: WELLINGTON, November 24.: [977, 147, 1075, 157]
- paragraph: All is quiet, and no further trouble is anticipated.: [796, 514, 942, 533]
- masthead: [10, 4, 1104, 27]
- paragraph: Harbour Board officials and others, who have for very many years made their livelihood along the harbour front, state that never before have they seen so much activity on the Queen's wharf as was displayed to-day. All the vehicles could well be accommodated on the main wharf, and many of them had to remain in front of the left luggage shed. As fast as one cart was unloaded, there were two to take its place. The natural result was that there was a great deal of congestion, and some of the vans had to wait all the morning for their turn at unloading.: [796, 741, 942, 874]
- headline: AT LYTTELTON.: [353, 1602, 443, 1615]
- dateline: AUCKLAND, November 24.: [981, 1675, 1071, 1685]
- column-rule: [653, 1317, 770, 1318]
- subheading: A THREATENING DEMONSTRATION AT GREYMOUTH.: [663, 1342, 760, 1375]
- subheading: MOTION RESCINDED.: [35, 1181, 134, 1192]
- paragraph: The judges declared the contests a draw.: [333, 357, 465, 367]
- paragraph: The remand was granted, bail being allowed, self in £50 and one surety of £50.: [639, 990, 785, 1009]
- paragraph: The greater number of foot "specials" are also sturdy, strapping fellows, who performed their drill evolutions with a keenness and a relish.: [168, 1178, 314, 1217]
- dateline: GREYMOUTH, November 24.: [663, 1417, 760, 1427]
- paragraph: Frederick J. Page, butcher, also gave evidence, stating the row had arisen through a dispute between two men, but nothing more serious happened. The matter would be dropped.: [639, 823, 785, 870]
